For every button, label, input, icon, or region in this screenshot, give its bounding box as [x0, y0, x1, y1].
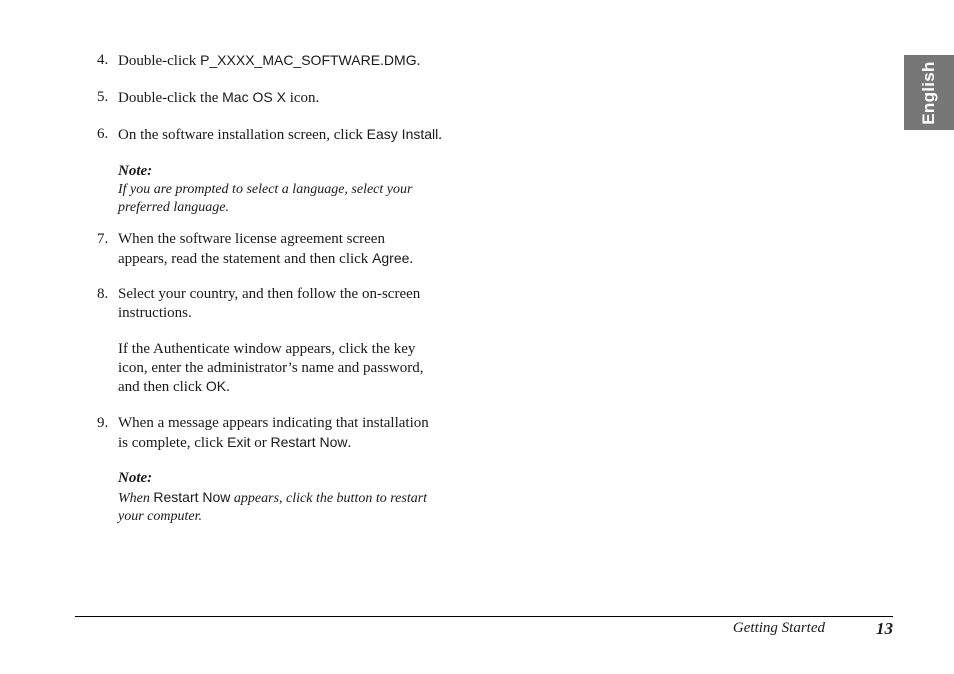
- note-restart: [118, 469, 478, 527]
- step-number: 5.: [97, 89, 109, 105]
- step-text: is complete, click: [118, 434, 228, 451]
- para-line: icon, enter the administrator’s name and password,: [118, 359, 424, 376]
- step-number: 9.: [97, 415, 109, 431]
- step-line: Select your country, and then follow the on-screen: [118, 286, 421, 302]
- ui-term: Exit: [227, 433, 251, 450]
- ui-term: Agree: [372, 249, 410, 266]
- step-number: 7.: [97, 231, 109, 247]
- authenticate-paragraph: [118, 340, 478, 397]
- para-line: If the Authenticate window appears, click the key: [118, 341, 416, 357]
- step-line: When the software license agreement screen: [118, 231, 385, 247]
- note-text: When: [118, 490, 154, 506]
- step-9: [97, 414, 477, 452]
- note-line: If you are prompted to select a language, select your: [118, 181, 413, 197]
- step-number: 4.: [97, 52, 109, 68]
- ui-term: Mac OS X: [222, 89, 286, 105]
- step-5: [97, 88, 477, 108]
- step-line: When a message appears indicating that installation: [118, 415, 429, 431]
- step-number: 8.: [97, 286, 109, 302]
- step-text: Double-click the: [118, 90, 223, 106]
- step-line: instructions.: [118, 304, 192, 321]
- step-text: Double-click: [118, 53, 201, 69]
- step-8: [97, 285, 477, 322]
- step-7: [97, 230, 477, 268]
- ui-term: Restart Now: [270, 433, 348, 450]
- note-line: your computer.: [118, 509, 202, 524]
- language-tab: [904, 55, 954, 130]
- ui-term: Easy Install: [366, 126, 439, 142]
- step-number: 6.: [97, 126, 109, 142]
- ui-term: OK: [205, 378, 227, 394]
- step-text: appears, read the statement and then click: [118, 250, 373, 267]
- ui-term: Restart Now: [153, 488, 231, 505]
- note-title: Note:: [118, 470, 153, 486]
- ui-term: P_XXXX_MAC_SOFTWARE.DMG: [200, 52, 417, 68]
- step-text-end: .: [409, 250, 414, 267]
- step-text-end: .: [438, 127, 443, 143]
- note-title: Note:: [118, 163, 153, 179]
- page-number: 13: [876, 619, 893, 638]
- para-text-end: .: [226, 379, 230, 395]
- footer-section-title: Getting Started: [732, 620, 825, 636]
- note-line: preferred language.: [118, 200, 229, 215]
- step-text: On the software installation screen, click: [118, 127, 367, 143]
- step-6: [97, 125, 477, 145]
- note-text: appears, click the button to restart: [230, 490, 428, 506]
- language-tab-label: English: [919, 60, 938, 125]
- step-text-end: .: [347, 434, 352, 451]
- step-text-end: .: [416, 53, 421, 69]
- step-text-end: icon.: [285, 90, 320, 106]
- step-4: [97, 51, 477, 71]
- note-language: [118, 162, 478, 218]
- step-text-mid: or: [250, 434, 271, 451]
- footer-divider: [75, 616, 893, 617]
- para-text: and then click: [118, 379, 206, 395]
